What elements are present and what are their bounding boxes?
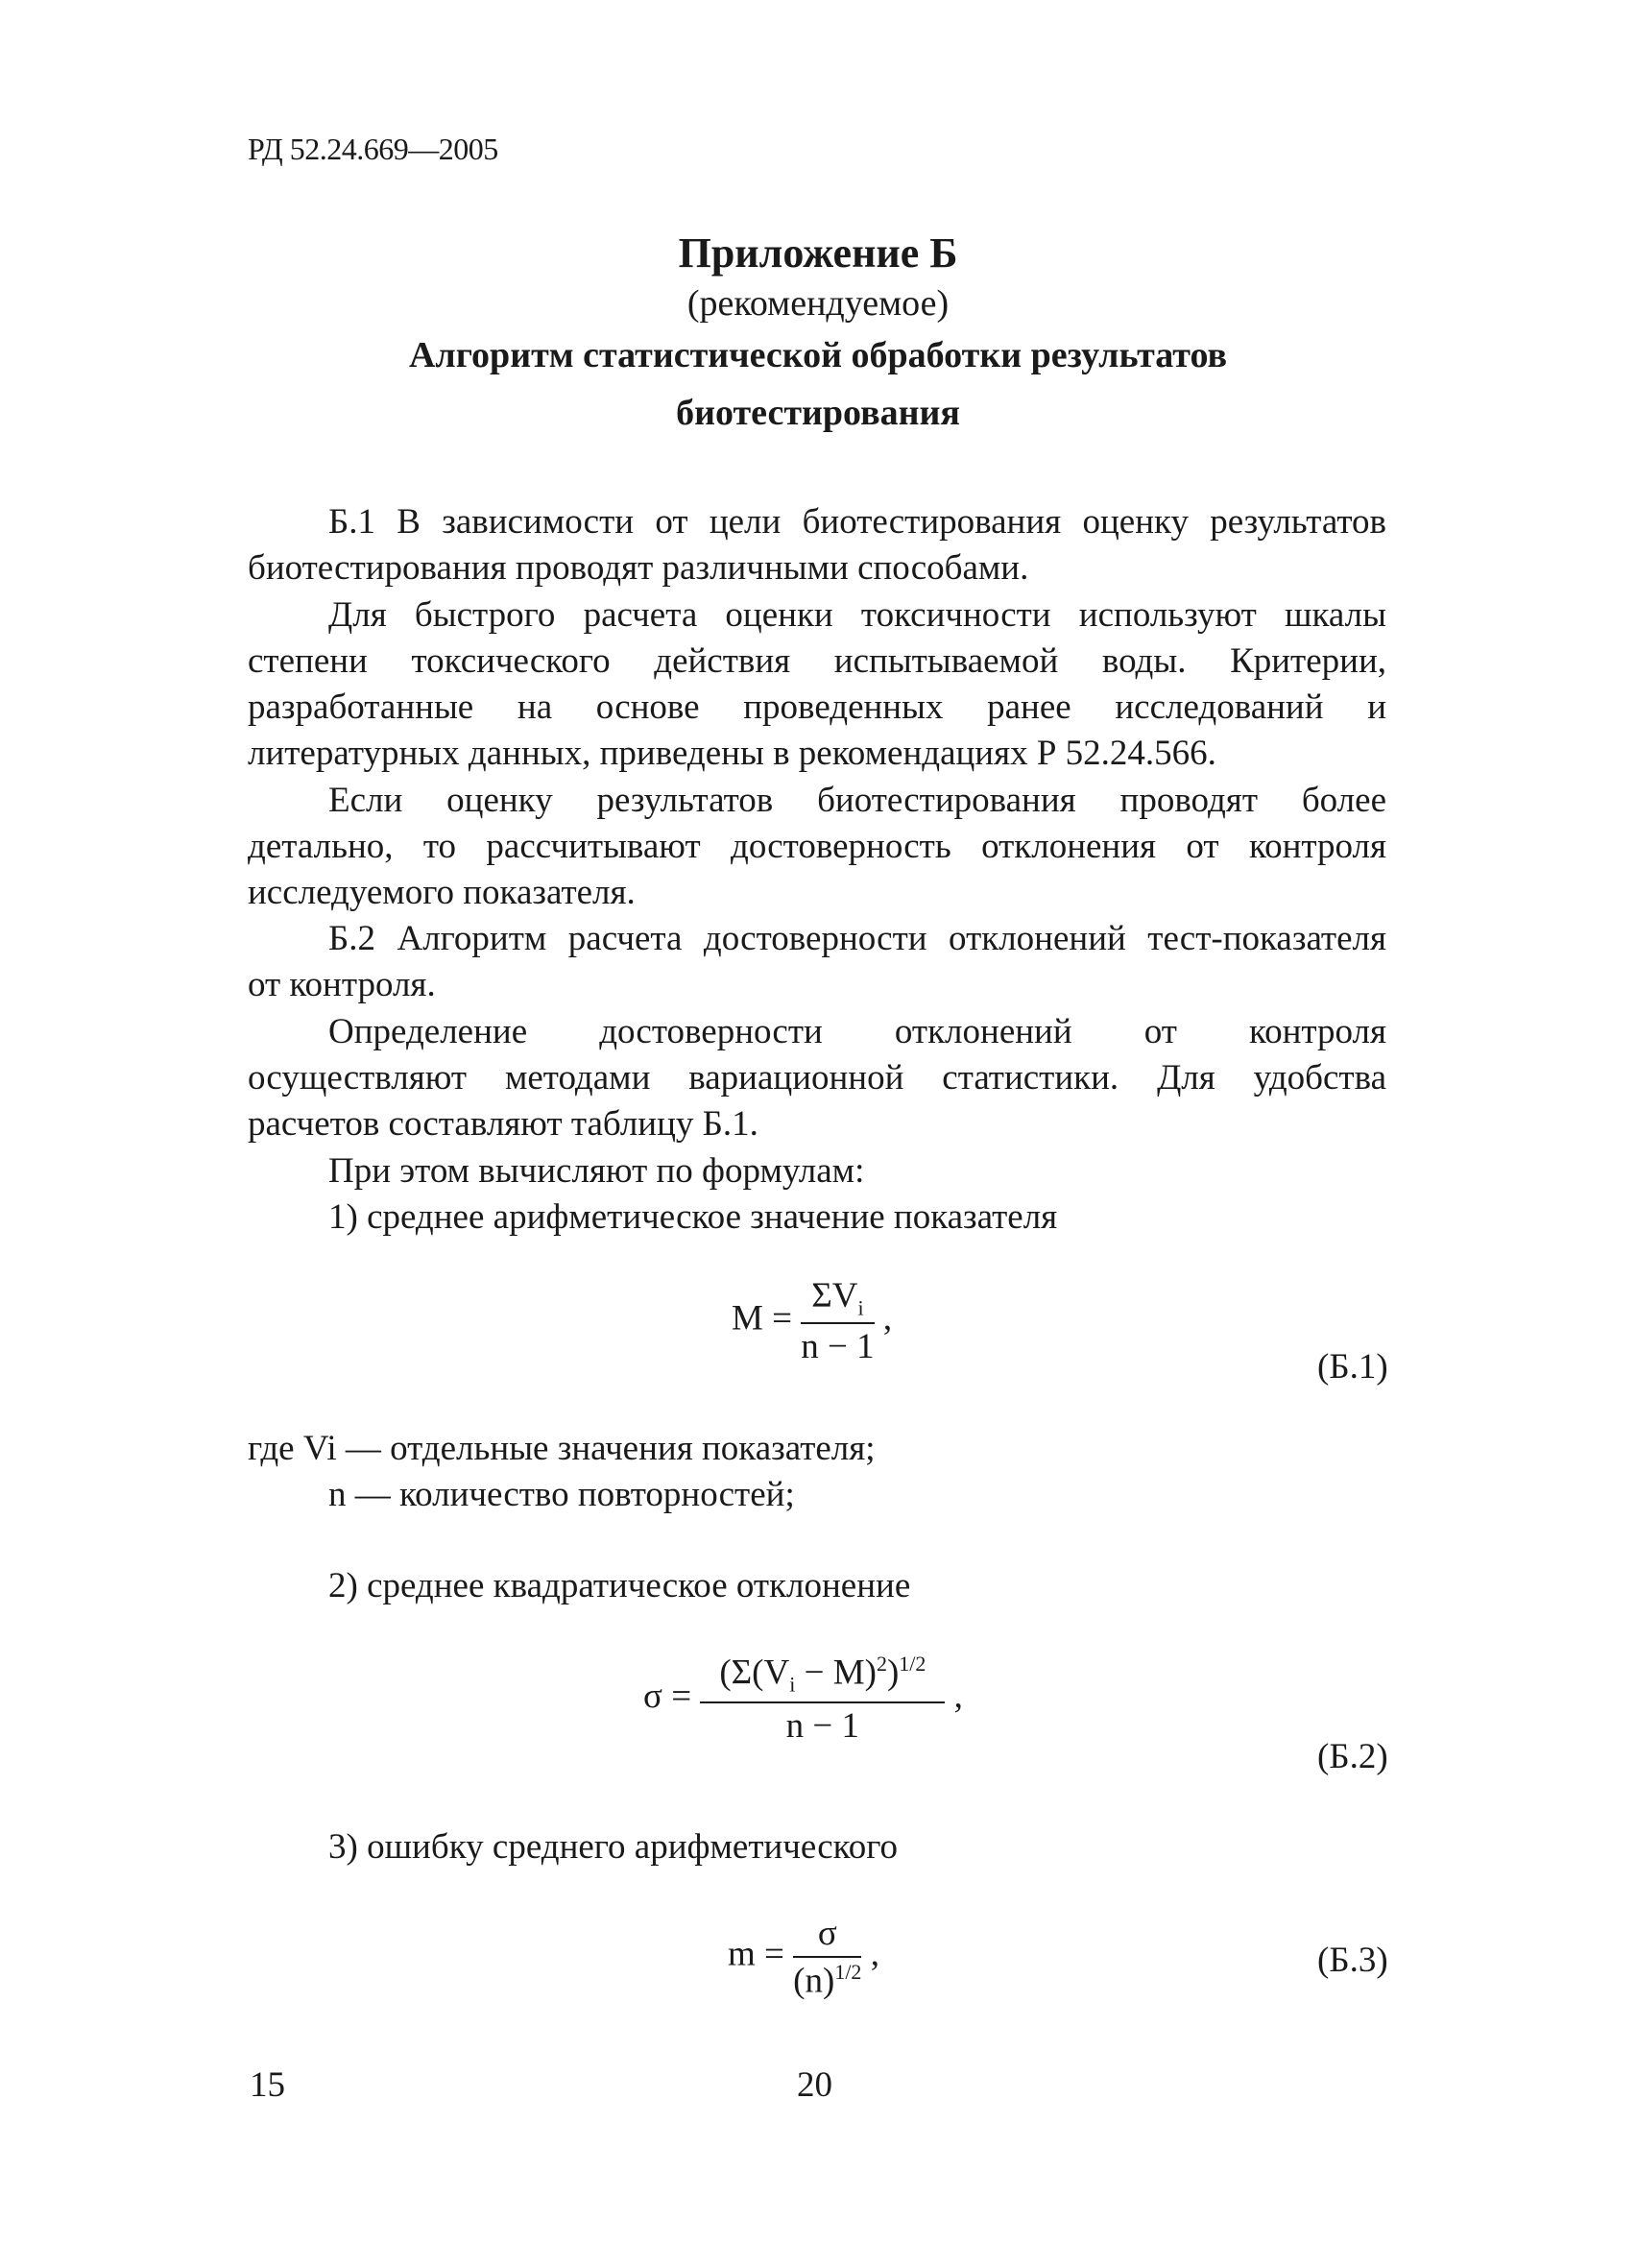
paragraph-line: Б.1 В зависимости от цели биотестирования оценку результатов xyxy=(328,502,1386,542)
formula-comma: , xyxy=(870,1934,879,1974)
formula-numerator: σ xyxy=(793,1913,861,1958)
formula-lhs: m = xyxy=(728,1934,784,1974)
formula-comma: , xyxy=(953,1676,963,1716)
paragraph-line: Определение достоверности отклонений от контроля xyxy=(328,1012,1386,1051)
paragraph-line: детально, то рассчитывают достоверность отклонения от контроля xyxy=(248,827,1386,866)
formula-b3 xyxy=(728,1913,879,2001)
appendix-name-line1: Алгоритм статистической обработки результатов xyxy=(408,335,1228,375)
equation-number-b3: (Б.3) xyxy=(1317,1941,1388,1980)
equation-number-b1: (Б.1) xyxy=(1317,1347,1388,1387)
equation-number-b2: (Б.2) xyxy=(1317,1737,1388,1776)
numerator-part: ) xyxy=(886,1653,900,1693)
paragraph-line: расчетов составляют таблицу Б.1. xyxy=(248,1104,758,1144)
numerator-part: (Σ(V xyxy=(719,1653,790,1693)
subscript: i xyxy=(857,1295,864,1320)
where-n: n — количество повторностей; xyxy=(328,1475,795,1514)
list-item-mean-error: 3) ошибку среднего арифметического xyxy=(328,1827,899,1867)
formula-fraction xyxy=(700,1652,945,1747)
superscript: 1/2 xyxy=(834,1960,862,1984)
numerator-text: ΣV xyxy=(811,1276,858,1315)
appendix-name xyxy=(0,326,1636,442)
superscript: 2 xyxy=(876,1652,887,1676)
formula-denominator: n − 1 xyxy=(801,1327,875,1367)
paragraph-line: осуществляют методами вариационной статистики. Для удобства xyxy=(248,1058,1386,1098)
superscript: 1/2 xyxy=(899,1652,926,1676)
paragraph-line: разработанные на основе проведенных ранее исследований и xyxy=(248,688,1386,727)
formula-fraction xyxy=(801,1275,874,1367)
footer-left-number: 15 xyxy=(250,2065,285,2105)
formula-b2 xyxy=(643,1652,963,1747)
paragraph-detailed-assessment xyxy=(248,778,1386,916)
subscript: i xyxy=(789,1672,796,1697)
appendix-subtitle: (рекомендуемое) xyxy=(686,283,950,324)
formula-lhs: σ = xyxy=(643,1676,692,1716)
list-item-mean: 1) среднее арифметическое значение показателя xyxy=(328,1197,1058,1237)
paragraph-line: Б.2 Алгоритм расчета достоверности отклонений тест-показателя xyxy=(328,919,1386,958)
paragraph-line: исследуемого показателя. xyxy=(248,873,636,912)
paragraph-b1 xyxy=(248,499,1386,591)
formula-numerator xyxy=(700,1652,945,1703)
formula-numerator xyxy=(801,1275,874,1324)
list-item-std-deviation: 2) среднее квадратическое отклонение xyxy=(328,1566,911,1605)
formula-denominator xyxy=(793,1958,861,2001)
appendix-title: Приложение Б xyxy=(678,229,958,277)
paragraph-b2 xyxy=(248,916,1386,1008)
formula-comma: , xyxy=(882,1298,893,1339)
where-vi: где Vi — отдельные значения показателя; xyxy=(248,1429,876,1468)
paragraph-toxicity-scales xyxy=(248,592,1386,777)
formula-lhs: M = xyxy=(732,1298,793,1339)
paragraph-line: Если оценку результатов биотестирования проводят более xyxy=(328,781,1386,820)
numerator-part: − M) xyxy=(795,1653,877,1693)
denominator-text: (n) xyxy=(793,1961,835,2001)
formula-denominator: n − 1 xyxy=(785,1705,860,1746)
paragraph-variation-statistics xyxy=(248,1009,1386,1147)
page-number: 20 xyxy=(797,2065,832,2105)
formula-b1 xyxy=(732,1275,892,1367)
formula-fraction xyxy=(793,1913,861,2001)
paragraph-line: литературных данных, приведены в рекомендациях Р 52.24.566. xyxy=(248,734,1216,773)
document-code: РД 52.24.669—2005 xyxy=(248,132,498,166)
appendix-name-line2: биотестирования xyxy=(676,393,960,433)
paragraph-line: степени токсического действия испытываемой воды. Критерии, xyxy=(248,641,1386,681)
paragraph-line: Для быстрого расчета оценки токсичности используют шкалы xyxy=(328,595,1386,635)
paragraph-line: от контроля. xyxy=(248,965,436,1004)
paragraph-line: биотестирования проводят различными способами. xyxy=(248,548,1029,588)
paragraph-formulas-intro: При этом вычисляют по формулам: xyxy=(328,1151,865,1191)
